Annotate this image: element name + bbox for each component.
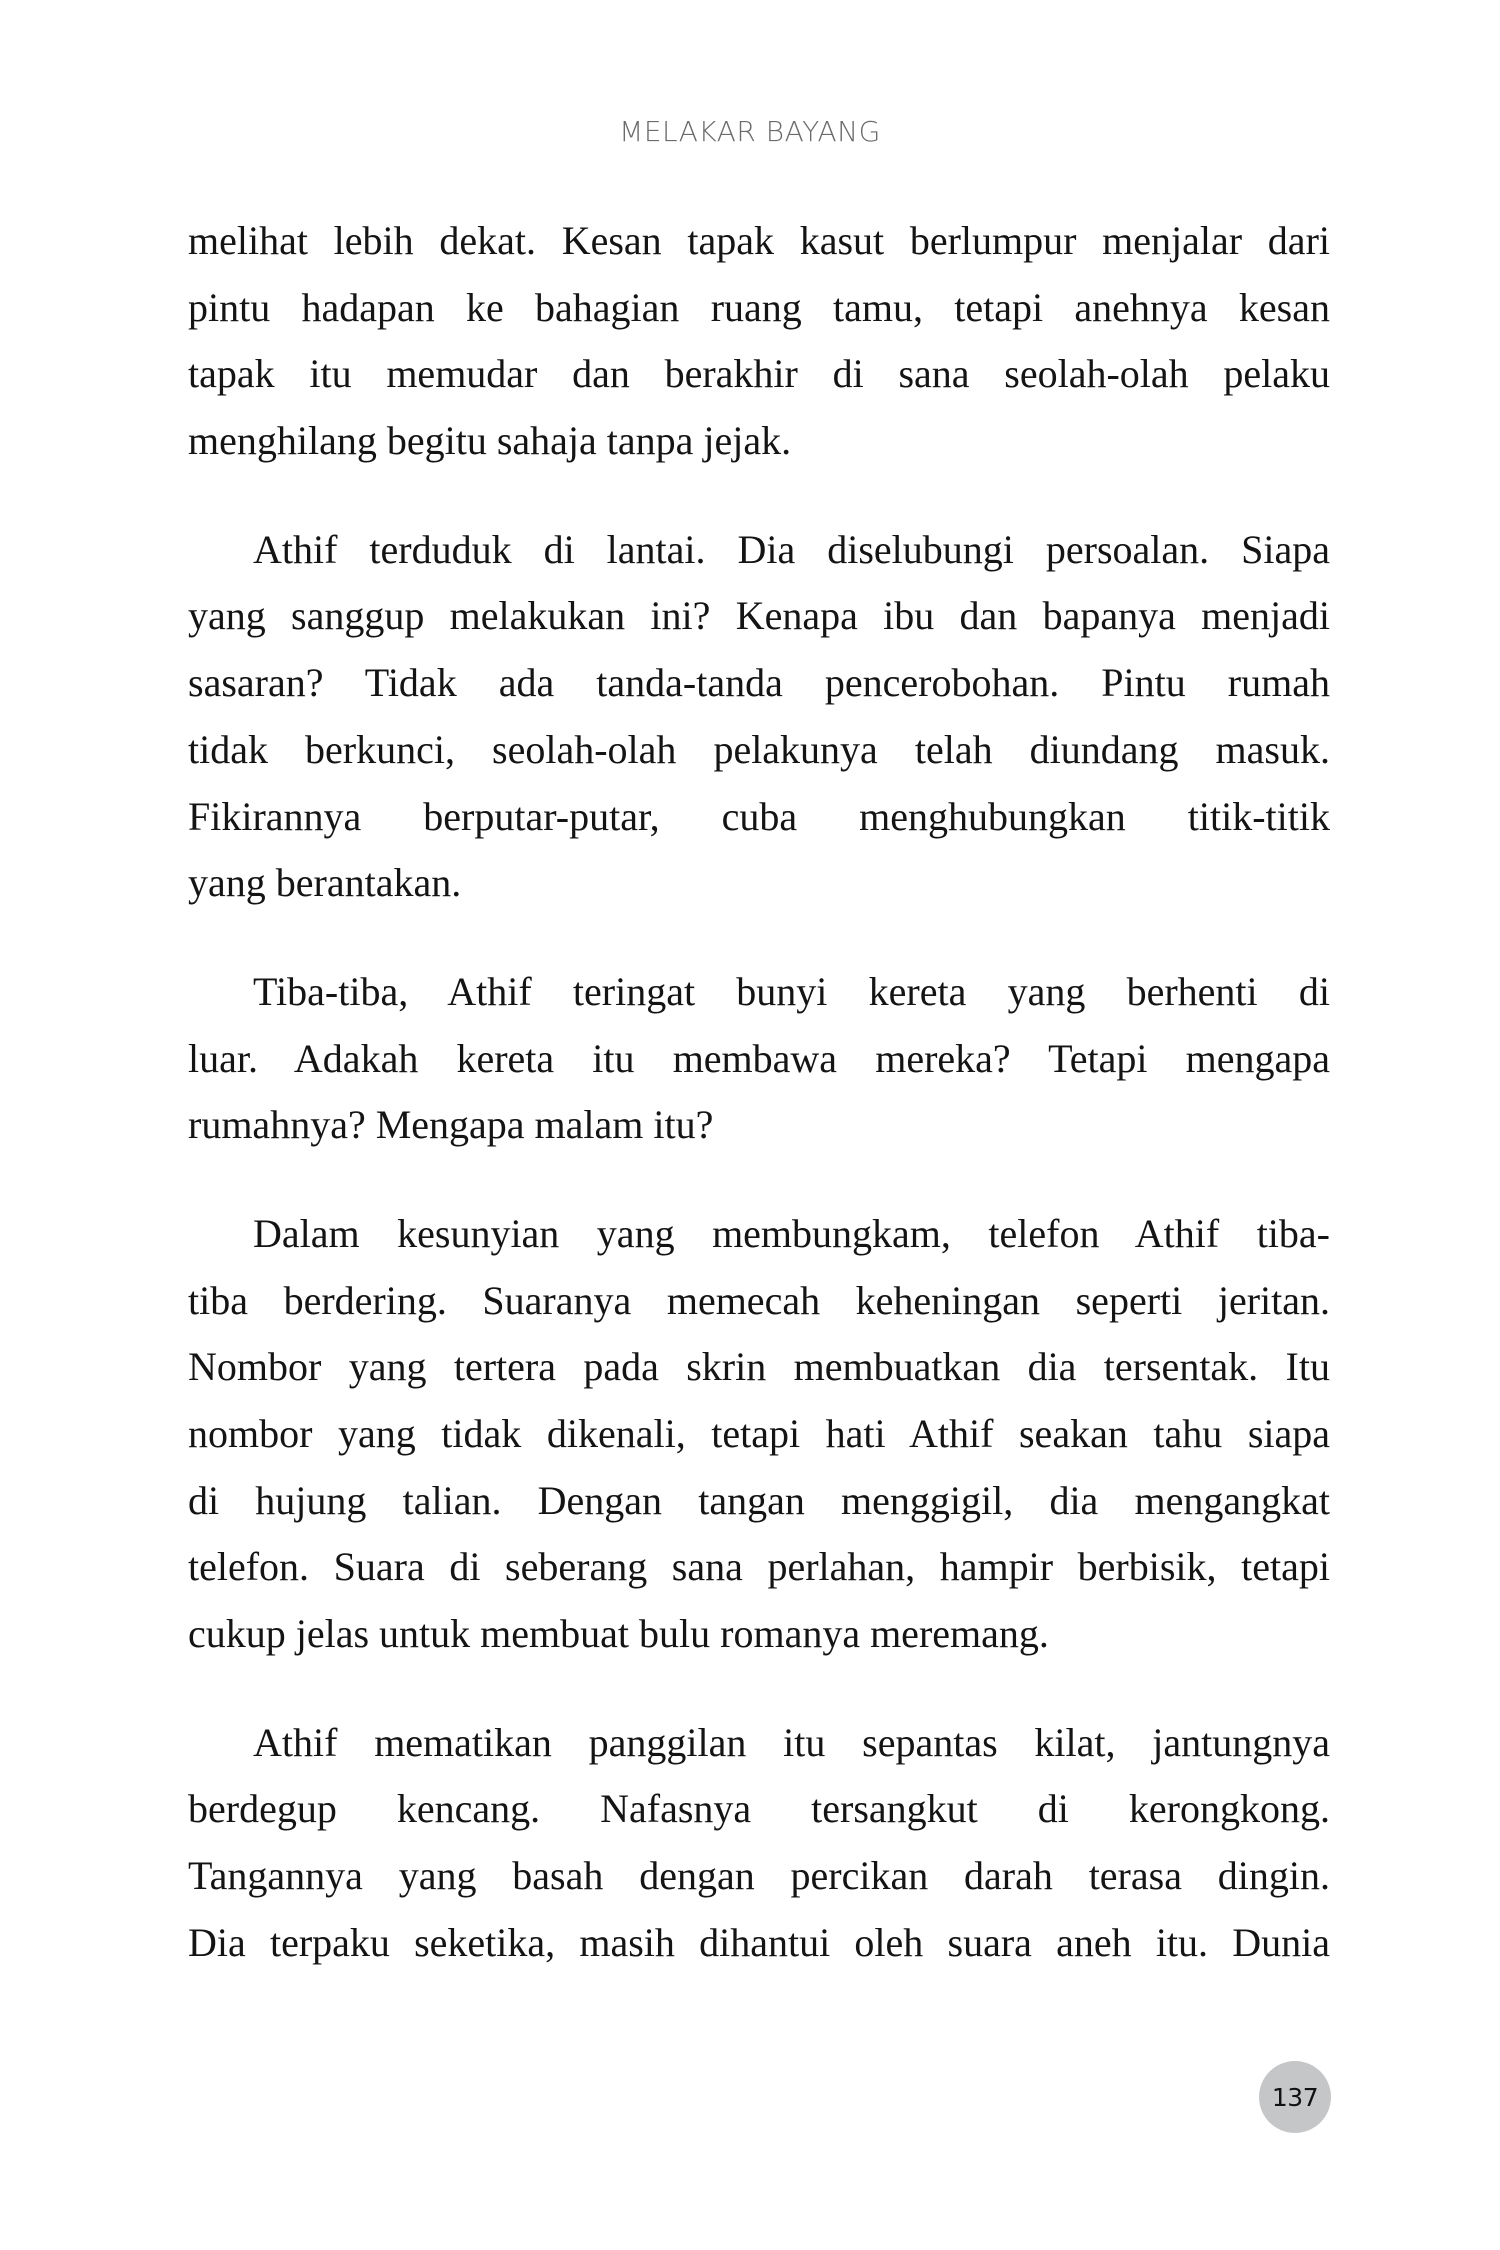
text-line: luar. Adakah kereta itu membawa mereka? Tetapi mengapa bbox=[188, 1035, 1330, 1081]
text-line: yang berantakan. bbox=[188, 860, 462, 906]
text-line: berdegup kencang. Nafasnya tersangkut di kerongkong. bbox=[188, 1786, 1330, 1832]
text-line: sasaran? Tidak ada tanda-tanda pencerobohan. Pintu rumah bbox=[188, 660, 1330, 706]
text-line: telefon. Suara di seberang sana perlahan, hampir berbisik, tetapi bbox=[188, 1544, 1330, 1590]
text-line: cukup jelas untuk membuat bulu romanya meremang. bbox=[188, 1611, 1049, 1657]
running-header-title: MELAKAR BAYANG bbox=[619, 115, 881, 148]
text-line: tapak itu memudar dan berakhir di sana seolah-olah pelaku bbox=[188, 351, 1330, 397]
text-line: pintu hadapan ke bahagian ruang tamu, tetapi anehnya kesan bbox=[188, 284, 1330, 330]
page-number-badge bbox=[1259, 2061, 1331, 2133]
text-line: Fikirannya berputar-putar, cuba menghubungkan titik-titik bbox=[188, 793, 1330, 839]
text-line: rumahnya? Mengapa malam itu? bbox=[188, 1102, 714, 1148]
text-line: Tiba-tiba, Athif teringat bunyi kereta yang berhenti di bbox=[253, 968, 1330, 1014]
page-number-label: 137 bbox=[1271, 2082, 1319, 2112]
paragraph-4 bbox=[188, 1201, 1330, 1668]
page-body bbox=[188, 208, 1330, 1977]
text-line: Dalam kesunyian yang membungkam, telefon Athif tiba- bbox=[253, 1210, 1330, 1256]
text-line: Athif terduduk di lantai. Dia diselubungi persoalan. Siapa bbox=[253, 526, 1330, 572]
text-line: tidak berkunci, seolah-olah pelakunya telah diundang masuk. bbox=[188, 726, 1330, 772]
paragraph-3 bbox=[188, 959, 1330, 1159]
text-line: nombor yang tidak dikenali, tetapi hati Athif seakan tahu siapa bbox=[188, 1411, 1330, 1456]
text-line: Nombor yang tertera pada skrin membuatkan dia tersentak. Itu bbox=[188, 1344, 1330, 1390]
text-line: menghilang begitu sahaja tanpa jejak. bbox=[188, 418, 792, 464]
text-line: Tangannya yang basah dengan percikan darah terasa dingin. bbox=[188, 1853, 1330, 1899]
text-line: yang sanggup melakukan ini? Kenapa ibu dan bapanya menjadi bbox=[188, 593, 1330, 639]
paragraph-5 bbox=[188, 1710, 1330, 1977]
text-line: tiba berdering. Suaranya memecah keheningan seperti jeritan. bbox=[188, 1277, 1330, 1323]
text-line: melihat lebih dekat. Kesan tapak kasut berlumpur menjalar dari bbox=[188, 218, 1330, 263]
paragraph-2 bbox=[188, 517, 1330, 917]
text-line: Dia terpaku seketika, masih dihantui oleh suara aneh itu. Dunia bbox=[188, 1919, 1330, 1965]
text-line: di hujung talian. Dengan tangan menggigil, dia mengangkat bbox=[188, 1477, 1330, 1523]
text-line: Athif mematikan panggilan itu sepantas kilat, jantungnya bbox=[253, 1719, 1330, 1765]
paragraph-1 bbox=[188, 208, 1330, 475]
